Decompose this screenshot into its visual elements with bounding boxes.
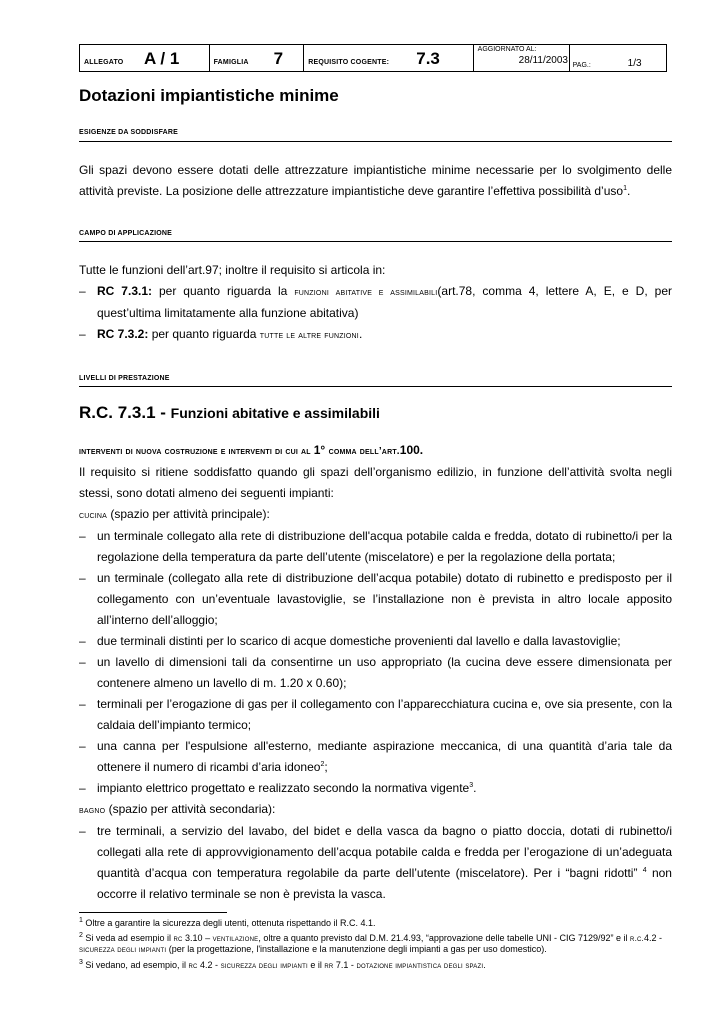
fn-text: Oltre a garantire la sicurezza degli utenti, ottenuta rispettando il R.C. 4.1. [82,918,376,928]
rc731-heading-num: R.C. 7.3.1 - [79,403,171,422]
pag-label: PAG.: [572,62,591,69]
footnote-ref: 1 [623,185,627,192]
cucina-item-text: una canna per l'espulsione all'esterno, mediante aspirazione meccanica, di una quantità d’aria tale da ottenere il numero di ricambi d’aria idoneo [97,739,672,774]
allegato-label: ALLEGATO [84,59,124,66]
fn-num: 3 [79,959,83,966]
fn-sc: sicurezza degli impianti [79,945,167,954]
fn-text: 4.2 - [197,960,221,970]
rc1-text-a: per quanto riguarda la [152,284,295,298]
fn-text: e il [307,960,325,970]
rc2-smallcaps: tutte le altre funzioni [259,330,359,341]
section-rule [79,386,672,387]
header-table [79,44,667,72]
rc2-label: RC 7.3.2: [97,327,149,341]
rc1-label: RC 7.3.1: [97,284,152,298]
cucina-item-text: terminali per l’erogazione di gas per il collegamento con l’apparecchiatura cucina e, ove sia presente, con la caldaia dell’impianto termico; [97,697,672,732]
fn-text: 7.1 - [333,960,357,970]
footnote-rule [79,912,227,913]
punct: ; [324,760,328,774]
punct: . [473,781,477,795]
section-label-campo: CAMPO DI APPLICAZIONE [79,230,172,237]
sub-d: 100. [399,443,424,457]
footnote-1 [79,918,672,929]
pag-value: 1/3 [627,58,642,69]
campo-intro: Tutte le funzioni dell’art.97; inoltre il requisito si articola in: [79,263,386,277]
fn-sc: sicurezza degli impianti [220,961,308,970]
fn-sc: rr [324,961,334,970]
requisito-cell [304,45,473,71]
fn-text: (per la progettazione, l'installazione e la manutenzione degli impianti a gas per uso domestico). [166,944,547,954]
fn-sc: rc [188,961,198,970]
fn-text: Si veda ad esempio il [82,933,174,943]
cucina-smallcaps: cucina [79,510,108,521]
cucina-item-text: un terminale (collegato alla rete di distribuzione dell’acqua potabile) dotato di rubinetto e predisposto per il collegamento con un’eventuale lavastoviglie, se l’installazione non è prevista in altro locale apposito all’interno dell’alloggio; [97,571,672,627]
section-rule [79,241,672,242]
section-label-livelli: LIVELLI DI PRESTAZIONE [79,375,170,382]
list-item: – un terminale (collegato alla rete di distribuzione dell’acqua potabile) dotato di rubinetto e predisposto per il collegamento con un’eventuale lavastoviglie, se l’installazione non è prevista in altro locale apposito all’interno dell’alloggio; [79,571,672,627]
requisito-label: REQUISITO COGENTE: [308,59,390,66]
fn-num: 2 [79,932,83,939]
rc731-subheading [79,440,672,462]
famiglia-cell [210,45,305,71]
rc731-heading [79,403,380,423]
rc731-heading-title: Funzioni abitative e assimilabili [170,405,380,421]
aggiornato-value: 28/11/2003 [518,55,568,66]
footnote-2 [79,933,672,955]
footnote-3 [79,960,672,971]
rc731-intro: Il requisito si ritiene soddisfatto quando gli spazi dell’organismo edilizio, in funzione dell’attività svolta negli stessi, sono dotati almeno dei seguenti impianti: [79,465,672,500]
fn-text: . [483,960,486,970]
fn-text: Si vedano, ad esempio, il [82,960,189,970]
pag-divider [569,45,570,71]
rc1-text-b: (art.78, comma 4, lettere A, E, e D, per quest’ultima limitatamente alla funzione abitativa) [97,284,672,320]
list-item: – un lavello di dimensioni tali da consentirne un uso appropriato (la cucina deve essere dimensionata per contenere almeno un lavello di m. 1.20 x 0.60); [79,655,672,690]
fn-sc: rc [173,934,183,943]
sub-a: interventi di nuova costruzione e interventi di cui al [79,446,314,457]
footnote-ref: 4 [642,867,647,874]
cucina-item-text: due terminali distinti per lo scarico di acque domestiche provenienti dal lavello e dalla lavastoviglie; [97,634,621,648]
requisito-value: 7.3 [416,49,440,68]
esigenze-paragraph: Gli spazi devono essere dotati delle attrezzature impiantistiche minime necessarie per lo svolgimento delle attività previste. La posizione delle attrezzature impiantistiche deve garantire l’effettiva possibilità d’uso$^1$. [79,163,672,198]
campo-block [79,260,672,346]
fn-sc: dotazione impiantistica degli spazi [356,961,484,970]
bagno-label [79,799,672,821]
footnote-ref: 2 [320,761,325,768]
allegato-value: A / 1 [144,49,180,68]
cucina-item-text: un terminale collegato alla rete di distribuzione dell'acqua potabile calda e fredda, dotato di rubinetto/i per la regolazione della temperatura da parte dell’utente (miscelatore) e per la regolazione della portata; [97,529,672,564]
fn-sc: r.c. [630,934,644,943]
list-item: – tre terminali, a servizio del lavabo, del bidet e della vasca da bagno o piatto doccia, dotati di rubinetto/i collegati alla rete di approvvigionamento dell’acqua potabile calda e fredda per l’erogazione di un’adeguata quantità d’acqua con temperatura regolabile da parte dell’utente (miscelatore). Per i “bagni ridotti” $^4$ non occorre il relativo terminale se non è prevista la vasca. [79,824,672,901]
fn-text: , oltre a quanto previsto dal D.M. 21.4.93, “approvazione delle tabelle UNI - CIG 7129/92” e il [258,933,631,943]
cucina-label [79,504,672,526]
sub-c: comma dell’art. [328,446,400,457]
bagno-rest: (spazio per attività secondaria): [105,802,276,816]
list-item: – RC 7.3.1: per quanto riguarda la funzioni abitative e assimilabili(art.78, comma 4, lettere A, E, e D, per quest’ultima limitatamente alla funzione abitativa) [79,284,672,320]
rc731-body [79,440,672,905]
fn-sc: ventilazione [212,934,259,943]
list-item: – terminali per l’erogazione di gas per il collegamento con l’apparecchiatura cucina e, ove sia presente, con la caldaia dell’impianto termico; [79,697,672,732]
famiglia-value: 7 [273,49,284,68]
page-title: Dotazioni impiantistiche minime [79,86,339,105]
bagno-item-text: tre terminali, a servizio del lavabo, del bidet e della vasca da bagno o piatto doccia, dotati di rubinetto/i collegati alla rete di approvvigionamento dell’acqua potabile calda e fredda per l’erogazione di un’adeguata quantità d’acqua con temperatura regolabile da parte dell’utente (miscelatore). Per i “bagni ridotti” [97,824,672,880]
list-item: – una canna per l'espulsione all'esterno, mediante aspirazione meccanica, di una quantità d’aria tale da ottenere il numero di ricambi d’aria idoneo$^2$; [79,739,672,774]
aggiornato-label: AGGIORNATO AL: [477,46,537,53]
footnote-ref: 3 [469,782,474,789]
rc2-text-a: per quanto riguarda [148,327,260,341]
fn-num: 1 [79,917,83,924]
fn-text: 4.2 - [643,933,662,943]
sub-b: 1° [313,443,329,457]
section-rule [79,141,672,142]
list-item: – due terminali distinti per lo scarico di acque domestiche provenienti dal lavello e dalla lavastoviglie; [79,634,621,648]
cucina-rest: (spazio per attività principale): [107,507,270,521]
rc2-text-b: . [358,327,363,341]
list-item: – un terminale collegato alla rete di distribuzione dell'acqua potabile calda e fredda, dotato di rubinetto/i per la regolazione della temperatura da parte dell’utente (miscelatore) e per la regolazione della portata; [79,529,672,564]
allegato-cell [80,45,210,71]
list-item: – RC 7.3.2: per quanto riguarda tutte le altre funzioni. [79,327,363,341]
aggiornato-cell [474,45,666,71]
fn-text: 3.10 – [182,933,213,943]
section-label-esigenze: ESIGENZE DA SODDISFARE [79,129,179,136]
list-item: – impianto elettrico progettato e realizzato secondo la normativa vigente$^3$. [79,781,477,795]
cucina-item-text: impianto elettrico progettato e realizzato secondo la normativa vigente [97,781,470,795]
rc1-smallcaps: funzioni abitative e assimilabili [294,287,438,298]
esigenze-text: Gli spazi devono essere dotati delle attrezzature impiantistiche minime necessarie per lo svolgimento delle attività previste. La posizione delle attrezzature impiantistiche deve garantire l’effettiva possibilità d’uso [79,163,672,198]
bagno-smallcaps: bagno [79,805,106,816]
bagno-item-end: non occorre il relativo terminale se non è prevista la vasca. [97,866,672,901]
cucina-item-text: un lavello di dimensioni tali da consentirne un uso appropriato (la cucina deve essere dimensionata per contenere almeno un lavello di m. 1.20 x 0.60); [97,655,672,690]
famiglia-label: FAMIGLIA [213,59,249,66]
